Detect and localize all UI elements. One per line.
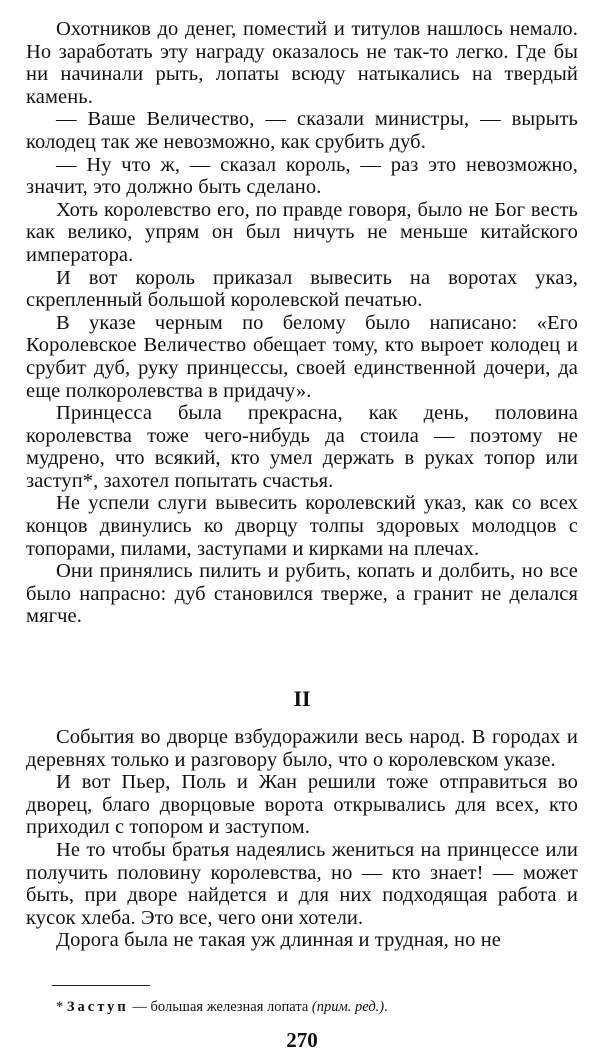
paragraph: Они принялись пилить и рубить, копать и долбить, но все было напрасно: дуб становился тверже, а гранит не делался мягче.	[26, 560, 578, 628]
section-two-text	[26, 726, 578, 952]
paragraph: Дорога была не такая уж длинная и трудная, но не	[56, 929, 501, 952]
book-page	[26, 10, 578, 1050]
footnote-end: .	[384, 999, 388, 1015]
footnote-marker: *	[56, 999, 64, 1015]
footnote-divider	[52, 985, 150, 986]
paragraph: Охотников до денег, поместий и титулов нашлось немало. Но заработать эту награду оказалось не так-то легко. Где бы ни начинали рыть, лопаты всюду натыкались на твердый камень.	[26, 18, 578, 108]
section-one-text	[26, 18, 578, 628]
page-number: 270	[286, 1028, 318, 1052]
paragraph: В указе черным по белому было написано: «Его Королевское Величество обещает тому, кто выроет колодец и срубит дуб, руку принцессы, своей единственной дочери, да еще полкоролевства в придачу».	[26, 311, 578, 402]
paragraph: — Ваше Величество, — сказали министры, — вырыть колодец так же невозможно, как срубить дуб.	[26, 108, 578, 153]
chapter-heading: II	[293, 686, 311, 711]
paragraph: Не успели слуги вывесить королевский указ, как со всех концов двинулись ко дворцу толпы здоровых молодцов с топорами, пилами, заступами и кирками на плечах.	[26, 492, 578, 560]
paragraph: И вот Пьер, Поль и Жан решили тоже отправиться во дворец, благо дворцовые ворота открывались для всех, кто приходил с топором и заступом.	[26, 771, 578, 839]
footnote	[26, 998, 578, 1016]
footnote-term: Заступ	[66, 999, 129, 1015]
paragraph: Не то чтобы братья надеялись жениться на принцессе или получить половину королевства, но — кто знает! — может быть, при дворе найдется и для них подходящая работа и кусок хлеба. Это все, чего они хотели.	[26, 838, 578, 929]
paragraph: И вот король приказал вывесить на воротах указ, скрепленный большой королевской печатью.	[26, 266, 578, 312]
footnote-text: — большая железная лопата	[128, 999, 312, 1015]
footnote-editor-note: (прим. ред.)	[311, 999, 385, 1015]
paragraph: События во дворце взбудоражили весь народ. В городах и деревнях только и разговору было, что о королевском указе.	[26, 726, 578, 771]
paragraph: Хоть королевство его, по правде говоря, было не Бог весть как велико, упрям он был ничуть не меньше китайского императора.	[26, 198, 578, 266]
paragraph: — Ну что ж, — сказал король, — раз это невозможно, значит, это должно быть сделано.	[26, 153, 578, 199]
paragraph: Принцесса была прекрасна, как день, половина королевства тоже чего-нибудь да стоила — поэтому не мудрено, что всякий, кто умел держать в руках топор или заступ*, захотел попытать счастья.	[26, 402, 578, 492]
